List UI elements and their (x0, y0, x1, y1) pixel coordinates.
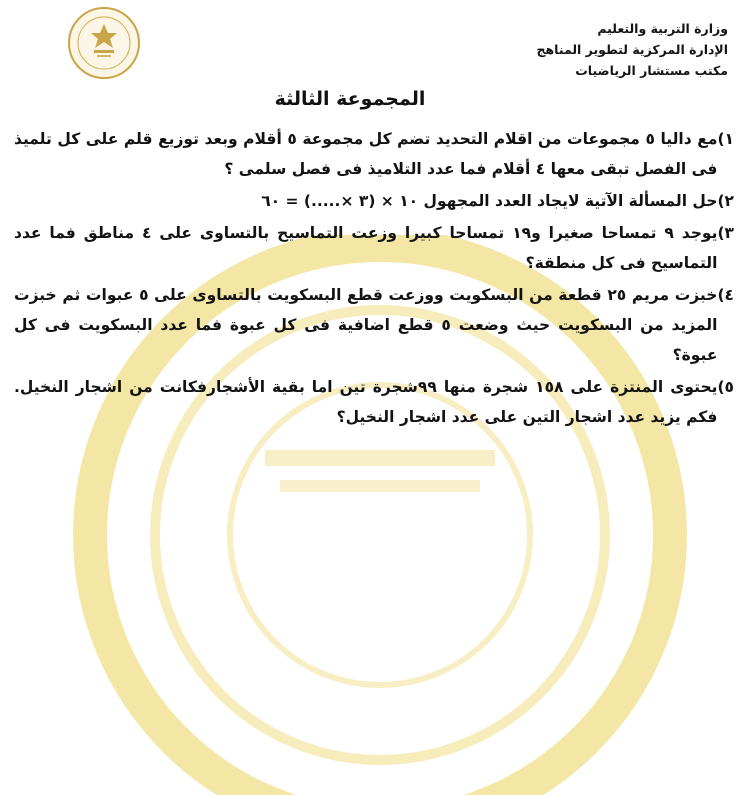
question-text: مع داليا ٥ مجموعات من اقلام التحديد تضم كل مجموعة ٥ أقلام وبعد توزيع قلم على كل تلميذ فى الفصل تبقى معها ٤ أقلام فما عدد التلاميذ فى فصل سلمى ؟ (14, 130, 718, 178)
question-2 (14, 186, 734, 216)
question-list (14, 124, 734, 434)
ministry-header (408, 18, 728, 81)
question-3 (14, 218, 734, 278)
page-title: المجموعة الثالثة (274, 88, 426, 110)
header-line-ministry: وزارة التربية والتعليم (597, 21, 728, 36)
question-text: حل المسألة الآتية لايجاد العدد المجهول ١٠ × (٣ ×.....) = ٦٠ (261, 192, 718, 210)
question-5 (14, 372, 734, 432)
question-number: ٤) (717, 286, 734, 304)
question-number: ١) (717, 130, 734, 148)
question-number: ٢) (717, 192, 734, 210)
question-text: يحتوى المنتزة على ١٥٨ شجرة منها ٩٩شجرة تين اما بقية الأشجارفكانت من اشجار النخيل. فكم يزيد عدد اشجار التين على عدد اشجار النخيل؟ (14, 378, 718, 426)
header-line-curriculum: الإدارة المركزية لتطوير المناهج (536, 42, 728, 57)
ministry-seal-icon (67, 6, 141, 80)
question-text: يوجد ٩ تمساحا صغيرا و١٩ تمساحا كبيرا وزعت التماسيح بالتساوى على ٤ مناطق فما عدد التماسيح فى كل منطقة؟ (14, 224, 718, 272)
question-number: ٣) (717, 224, 734, 242)
question-1 (14, 124, 734, 184)
header-line-office: مكتب مستشار الرياضيات (575, 63, 728, 78)
question-text: خبزت مريم ٢٥ قطعة من البسكويت ووزعت قطع البسكويت بالتساوى على ٥ عبوات ثم خبزت المزيد من البسكويت حيث وضعت ٥ قطع اضافية فى كل عبوة فما عدد البسكويت فى كل عبوة؟ (14, 286, 718, 364)
question-4 (14, 280, 734, 370)
question-number: ٥) (717, 378, 734, 396)
